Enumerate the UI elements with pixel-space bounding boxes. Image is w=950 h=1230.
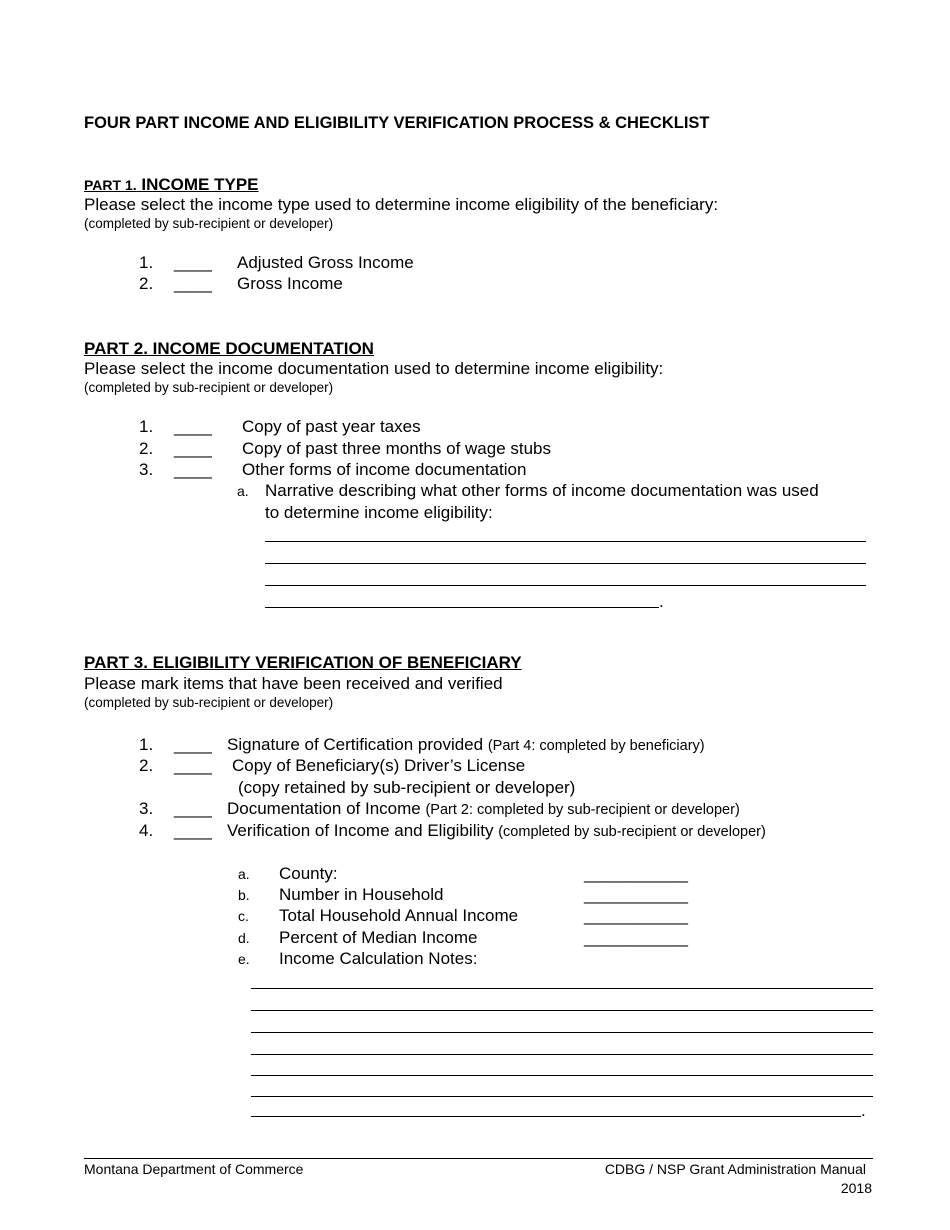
part1-prefix: PART 1. — [84, 177, 137, 193]
notes-line-5[interactable] — [251, 1075, 873, 1076]
document-title: FOUR PART INCOME AND ELIGIBILITY VERIFICATION PROCESS & CHECKLIST — [84, 114, 710, 132]
part2-narrative-line-2[interactable] — [265, 563, 866, 564]
part1-item-2-checkbox[interactable]: ____ — [174, 274, 212, 293]
notes-line-4[interactable] — [251, 1054, 873, 1055]
part3-item-1-checkbox[interactable]: ____ — [174, 735, 212, 754]
part3-item-2-label: Copy of Beneficiary(s) Driver’s License — [232, 756, 526, 775]
part2-instruction: Please select the income documentation used to determine income eligibility: — [84, 359, 664, 378]
part3-item-3-checkbox[interactable]: ____ — [174, 799, 212, 818]
part3-item-3-text — [227, 799, 740, 819]
part2-narrative-line-3[interactable] — [265, 585, 866, 586]
part3-item-4-text — [227, 821, 766, 841]
part3-heading: PART 3. ELIGIBILITY VERIFICATION OF BENEFICIARY — [84, 653, 522, 672]
part3-item-2-sub: (copy retained by sub-recipient or developer) — [238, 778, 576, 797]
field-median-label: Percent of Median Income — [279, 928, 478, 947]
part2-sub-text-line1: Narrative describing what other forms of income documentation was used — [265, 481, 819, 500]
part2-item-1-number: 1. — [139, 417, 154, 436]
field-e-letter: e. — [238, 951, 250, 967]
notes-line-6[interactable] — [251, 1096, 873, 1097]
part2-item-3-checkbox[interactable]: ____ — [174, 460, 212, 479]
notes-end-mark: . — [861, 1101, 866, 1120]
field-c-letter: c. — [238, 908, 249, 924]
part2-narrative-line-4[interactable] — [265, 607, 659, 608]
part2-sub-text-line2: to determine income eligibility: — [265, 503, 493, 522]
field-county-input[interactable]: ___________ — [584, 864, 689, 883]
part3-item-2-number: 2. — [139, 756, 154, 775]
part2-item-1-label: Copy of past year taxes — [242, 417, 421, 436]
part2-heading: PART 2. INCOME DOCUMENTATION — [84, 339, 374, 358]
part3-instruction: Please mark items that have been received and verified — [84, 674, 503, 693]
part3-item-4-label: Verification of Income and Eligibility — [227, 821, 494, 840]
part3-item-3-label: Documentation of Income — [227, 799, 421, 818]
part3-item-1-label: Signature of Certification provided — [227, 735, 484, 754]
part1-instruction: Please select the income type used to determine income eligibility of the beneficiary: — [84, 195, 719, 214]
part3-note: (completed by sub-recipient or developer) — [84, 695, 334, 710]
part3-item-3-number: 3. — [139, 799, 154, 818]
notes-line-7[interactable] — [251, 1116, 861, 1117]
part2-item-3-number: 3. — [139, 460, 154, 479]
footer-year: 2018 — [840, 1180, 872, 1196]
part1-item-2-label: Gross Income — [237, 274, 343, 293]
field-d-letter: d. — [238, 930, 250, 946]
part2-item-2-checkbox[interactable]: ____ — [174, 439, 212, 458]
notes-line-2[interactable] — [251, 1010, 873, 1011]
part1-item-2-number: 2. — [139, 274, 154, 293]
field-income-label: Total Household Annual Income — [279, 906, 519, 925]
field-household-input[interactable]: ___________ — [584, 885, 689, 904]
part2-item-1-checkbox[interactable]: ____ — [174, 417, 212, 436]
part2-item-2-number: 2. — [139, 439, 154, 458]
field-median-input[interactable]: ___________ — [584, 928, 689, 947]
part3-item-1-number: 1. — [139, 735, 154, 754]
part1-heading — [84, 175, 259, 195]
part3-item-1-paren: (Part 4: completed by beneficiary) — [487, 738, 705, 754]
part1-item-1-label: Adjusted Gross Income — [237, 253, 414, 272]
part2-narrative-end-mark: . — [659, 592, 664, 611]
footer-rule — [84, 1158, 873, 1159]
field-b-letter: b. — [238, 887, 250, 903]
part1-item-1-checkbox[interactable]: ____ — [174, 253, 212, 272]
field-income-input[interactable]: ___________ — [584, 906, 689, 925]
footer-right: CDBG / NSP Grant Administration Manual — [604, 1161, 866, 1177]
field-notes-label: Income Calculation Notes: — [279, 949, 478, 968]
part2-sub-letter: a. — [237, 483, 249, 499]
part1-item-1-number: 1. — [139, 253, 154, 272]
notes-line-3[interactable] — [251, 1032, 873, 1033]
field-county-label: County: — [279, 864, 338, 883]
part3-item-4-checkbox[interactable]: ____ — [174, 821, 212, 840]
part3-item-4-number: 4. — [139, 821, 154, 840]
notes-line-1[interactable] — [251, 988, 873, 989]
part1-title: INCOME TYPE — [141, 175, 259, 194]
part3-item-4-paren: (completed by sub-recipient or developer) — [498, 824, 766, 840]
footer-left: Montana Department of Commerce — [84, 1161, 304, 1177]
part2-item-3-label: Other forms of income documentation — [242, 460, 527, 479]
part3-item-2-checkbox[interactable]: ____ — [174, 756, 212, 775]
part3-item-3-paren: (Part 2: completed by sub-recipient or developer) — [425, 802, 740, 818]
part3-item-1-text — [227, 735, 705, 755]
field-a-letter: a. — [238, 866, 250, 882]
part2-item-2-label: Copy of past three months of wage stubs — [242, 439, 552, 458]
part1-note: (completed by sub-recipient or developer) — [84, 216, 334, 231]
field-household-label: Number in Household — [279, 885, 444, 904]
part2-narrative-line-1[interactable] — [265, 541, 866, 542]
part2-note: (completed by sub-recipient or developer) — [84, 380, 334, 395]
